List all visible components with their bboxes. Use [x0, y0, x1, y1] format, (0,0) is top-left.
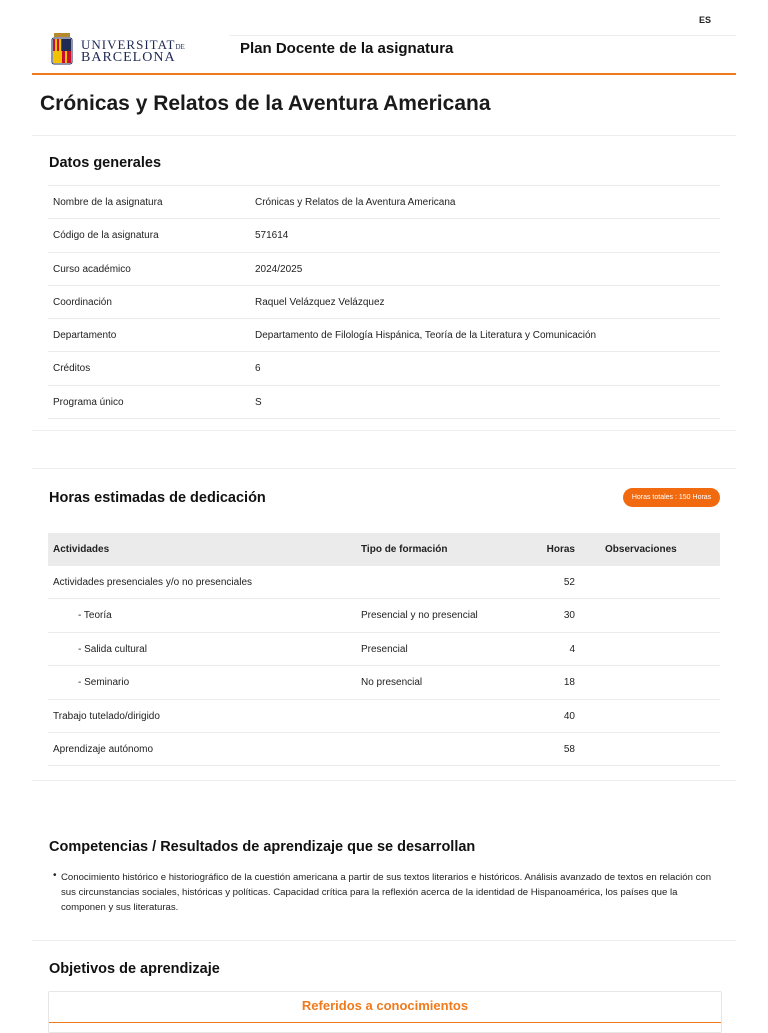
table-row: - Salida cultural Presencial 4 [48, 633, 720, 666]
objectives-box-divider [49, 1022, 721, 1023]
header-divider [230, 35, 736, 36]
bullet: • [53, 870, 57, 881]
table-row: Trabajo tutelado/dirigido 40 [48, 700, 720, 733]
section-title-objectives: Objetivos de aprendizaje [49, 961, 220, 977]
table-row: Créditos 6 [48, 352, 720, 385]
table-header: Actividades Tipo de formación Horas Observaciones [48, 533, 720, 566]
objectives-box [48, 991, 722, 1033]
section-title-hours: Horas estimadas de dedicación [49, 490, 266, 506]
table-row: Actividades presenciales y/o no presenciales 52 [48, 566, 720, 599]
hours-table [48, 533, 720, 766]
table-row: Curso académico 2024/2025 [48, 253, 720, 286]
competencies-text: Conocimiento histórico e historiográfico de la cuestión americana a partir de sus textos literarios e históricos. Análisis avanzado de textos en relación con sus circunstancias sociales, históricas y políticas. Capacidad crítica para la reflexión acerca de la identidad de Hispanoamérica, los países que la componen y sus literaturas. [61, 872, 712, 913]
objectives-box-title: Referidos a conocimientos [301, 998, 469, 1013]
header-accent-line [32, 73, 736, 75]
table-row: - Seminario No presencial 18 [48, 666, 720, 699]
divider [32, 468, 736, 469]
section-title-competencies: Competencias / Resultados de aprendizaje que se desarrollan [49, 839, 476, 855]
table-row: Coordinación Raquel Velázquez Velázquez [48, 286, 720, 319]
university-logo[interactable]: UNIVERSITATDE BARCELONA [51, 33, 191, 69]
section-title-general: Datos generales [49, 155, 162, 171]
table-row: Programa único S [48, 386, 720, 419]
language-selector[interactable]: ES [699, 15, 712, 25]
document-title: Plan Docente de la asignatura [240, 40, 454, 57]
table-row: Departamento Departamento de Filología Hispánica, Teoría de la Literatura y Comunicación [48, 319, 720, 352]
table-row: Aprendizaje autónomo 58 [48, 733, 720, 766]
divider [32, 780, 736, 781]
divider [32, 135, 736, 136]
total-hours-badge: Horas totales : 150 Horas [623, 488, 720, 507]
table-row: Código de la asignatura 571614 [48, 219, 720, 252]
divider [32, 940, 736, 941]
shield-icon [51, 33, 73, 67]
general-info-table [48, 185, 720, 419]
table-row: Nombre de la asignatura Crónicas y Relatos de la Aventura Americana [48, 185, 720, 219]
table-row: - Teoría Presencial y no presencial 30 [48, 599, 720, 632]
divider [32, 430, 736, 431]
course-title: Crónicas y Relatos de la Aventura Americana [40, 92, 491, 115]
